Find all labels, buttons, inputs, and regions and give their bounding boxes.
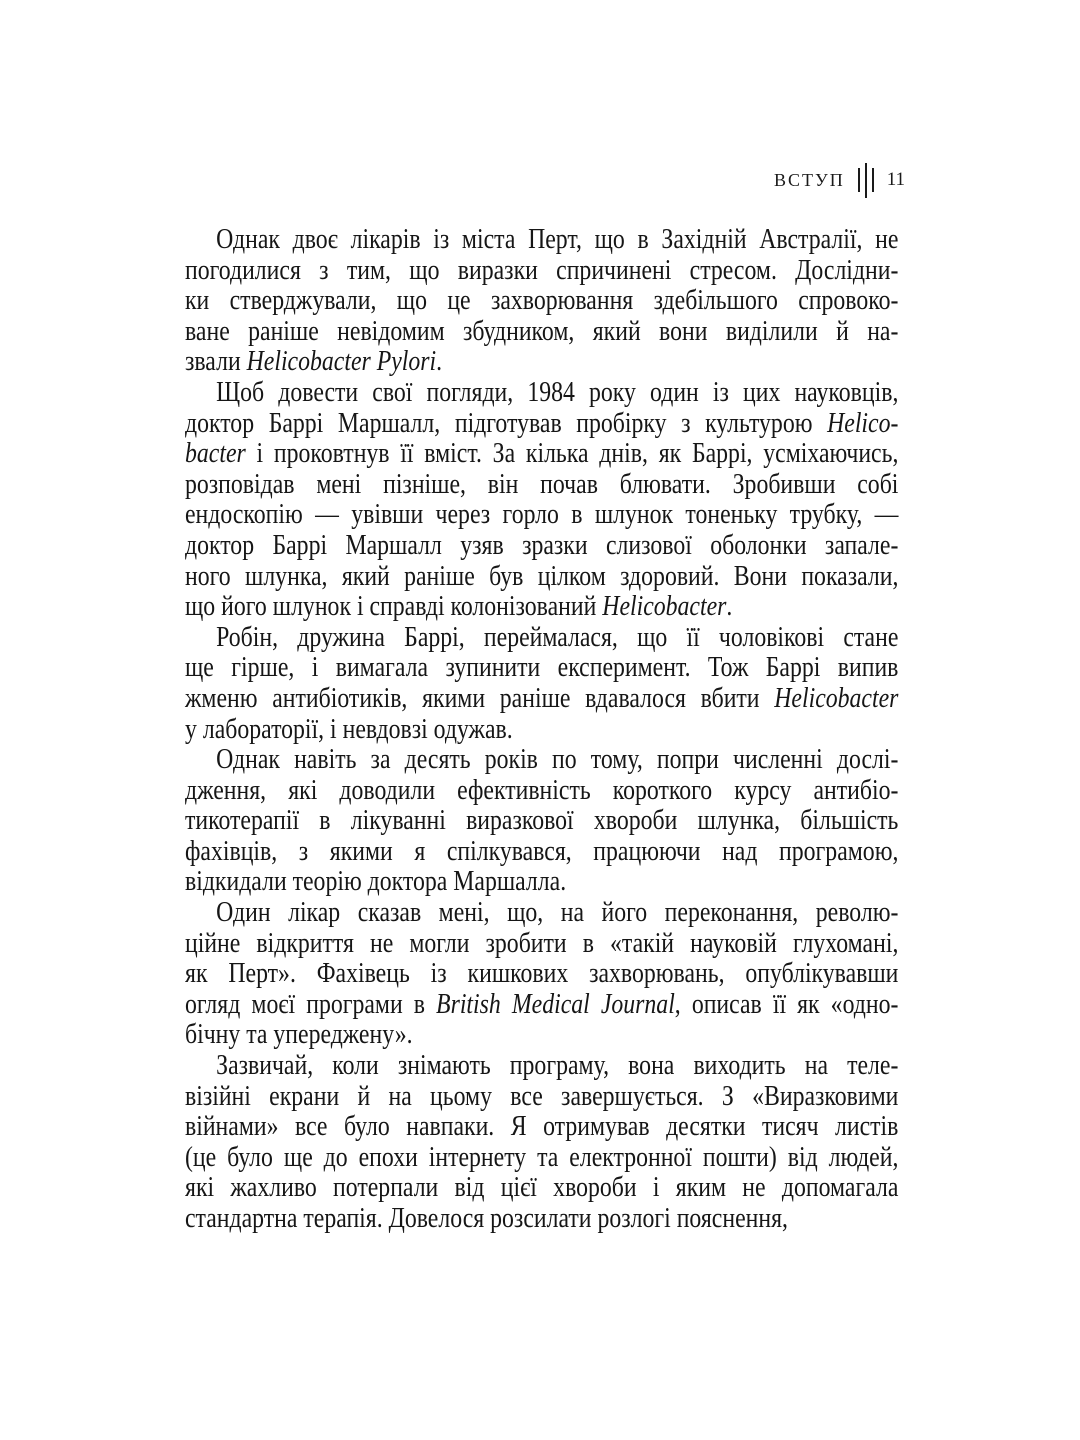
chapter-running-title: ВСТУП xyxy=(773,169,845,190)
text-run: війнами» все було навпаки. Я отримував десятки тисяч листів xyxy=(185,1110,899,1143)
paragraph xyxy=(185,1050,898,1234)
page-number: 11 xyxy=(886,169,905,190)
italic-text-run: bacter xyxy=(185,437,246,470)
text-line xyxy=(185,530,898,561)
text-run: відкидали теорію доктора Маршалла. xyxy=(185,865,567,898)
text-line xyxy=(185,1111,898,1142)
text-line xyxy=(185,346,898,377)
text-line xyxy=(185,224,898,255)
text-run: (це було ще до епохи інтернету та електронної пошти) від людей, xyxy=(185,1140,899,1173)
text-line xyxy=(185,958,898,989)
text-line xyxy=(185,255,898,286)
text-run: у лабораторії, і невдовзі одужав. xyxy=(185,712,513,745)
paragraph xyxy=(185,224,898,377)
text-line xyxy=(185,897,898,928)
text-run: , описав її як «одно- xyxy=(674,987,899,1020)
text-run: візійні екрани й на цьому все завершується. З «Виразковими xyxy=(185,1079,899,1112)
text-line xyxy=(185,714,898,745)
text-run: Один лікар сказав мені, що, на його переконання, револю- xyxy=(216,896,899,929)
text-run: які жахливо потерпали від цієї хвороби і яким не допомагала xyxy=(185,1171,899,1204)
text-run: ване раніше невідомим збудником, який вони виділили й на- xyxy=(185,314,899,347)
text-line xyxy=(185,989,898,1020)
text-run: розповідав мені пізніше, він почав блювати. Зробивши собі xyxy=(185,467,899,500)
paragraph xyxy=(185,744,898,897)
text-line xyxy=(185,377,898,408)
text-line xyxy=(185,652,898,683)
text-run: стандартна терапія. Довелося розсилати розлогі пояснення, xyxy=(185,1202,788,1234)
italic-text-run: Helico- xyxy=(827,406,899,439)
text-run: жменю антибіотиків, якими раніше вдавалося вбити xyxy=(185,681,775,714)
text-run: що його шлунок і справді колонізований xyxy=(185,590,603,623)
text-line xyxy=(185,928,898,959)
text-run: ще гірше, і вимагала зупинити експеримент. Тож Баррі випив xyxy=(185,651,899,684)
paragraph xyxy=(185,377,898,622)
text-line xyxy=(185,1050,898,1081)
text-line xyxy=(185,866,898,897)
text-run: Робін, дружина Баррі, переймалася, що її чоловікові стане xyxy=(216,620,899,653)
text-line xyxy=(185,1172,898,1203)
text-line xyxy=(185,744,898,775)
text-line xyxy=(185,622,898,653)
text-run: Однак навіть за десять років по тому, попри численні дослі- xyxy=(216,743,899,776)
italic-text-run: British Medical Journal xyxy=(436,987,675,1020)
text-line xyxy=(185,285,898,316)
page-header xyxy=(774,162,905,198)
text-run: Зазвичай, коли знімають програму, вона виходить на теле- xyxy=(216,1049,899,1082)
text-line xyxy=(185,1203,898,1234)
text-line xyxy=(185,438,898,469)
text-run: погодилися з тим, що виразки спричинені стресом. Дослідни- xyxy=(185,253,899,286)
text-line xyxy=(185,1081,898,1112)
text-line xyxy=(185,499,898,530)
text-run: як Перт». Фахівець із кишкових захворювань, опублікувавши xyxy=(185,957,899,990)
text-line xyxy=(185,805,898,836)
text-run: . xyxy=(726,590,733,623)
text-line xyxy=(185,408,898,439)
text-run: фахівців, з якими я спілкувався, працюючи над програмою, xyxy=(185,834,899,867)
text-run: звали xyxy=(185,345,247,378)
text-run: доктор Баррі Маршалл узяв зразки слизової оболонки запале- xyxy=(185,528,899,561)
text-run: Однак двоє лікарів із міста Перт, що в Західній Австралії, не xyxy=(216,223,899,255)
text-run: і проковтнув її вміст. За кілька днів, як Баррі, усміхаючись, xyxy=(245,437,899,470)
italic-text-run: Helicobacter xyxy=(774,681,899,714)
text-block xyxy=(185,224,898,1234)
text-line xyxy=(185,316,898,347)
text-run: ційне відкриття не могли зробити в «такій науковій глухомані, xyxy=(185,926,899,959)
text-run: огляд моєї програми в xyxy=(185,987,437,1020)
text-line xyxy=(185,683,898,714)
text-line xyxy=(185,469,898,500)
italic-text-run: Helicobacter xyxy=(602,590,727,623)
text-run: доктор Баррі Маршалл, підготував пробірку з культурою xyxy=(185,406,828,439)
text-line xyxy=(185,591,898,622)
text-run: ного шлунка, який раніше був цілком здоровий. Вони показали, xyxy=(185,559,899,592)
triple-bars-icon xyxy=(858,162,874,198)
text-run: ки стверджували, що це захворювання здебільшого спровоко- xyxy=(185,284,899,317)
text-run: Щоб довести свої погляди, 1984 року один із цих науковців, xyxy=(216,375,899,408)
text-run: ендоскопію — увівши через горло в шлунок тоненьку трубку, — xyxy=(185,498,899,531)
text-line xyxy=(185,1142,898,1173)
text-run: тикотерапії в лікуванні виразкової хвороби шлунка, більшість xyxy=(185,804,899,837)
text-line xyxy=(185,775,898,806)
text-run: бічну та упереджену». xyxy=(185,1018,413,1051)
text-run: . xyxy=(436,345,443,378)
paragraph xyxy=(185,897,898,1050)
text-line xyxy=(185,561,898,592)
italic-text-run: Helicobacter Pylori xyxy=(246,345,437,378)
text-run: дження, які доводили ефективність короткого курсу антибіо- xyxy=(185,773,899,806)
paragraph xyxy=(185,622,898,744)
text-line xyxy=(185,836,898,867)
text-line xyxy=(185,1019,898,1050)
